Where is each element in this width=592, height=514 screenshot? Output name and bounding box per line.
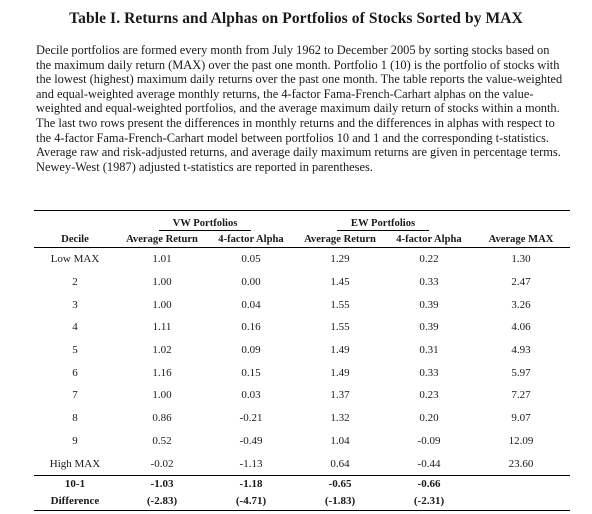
table-cell: -0.66 <box>386 475 472 493</box>
caption-line: the lowest (highest) maximum daily returns over the past one month. The table reports the value-weighted <box>36 72 563 87</box>
table-cell: 0.31 <box>419 344 439 357</box>
table-cell: 1.30 <box>511 253 531 266</box>
table-cell: 0.39 <box>419 321 439 334</box>
caption-line: and equal-weighted average monthly returns, the 4-factor Fama-French-Carhart alphas on the value- <box>36 86 534 101</box>
table-cell: 0.00 <box>241 276 261 289</box>
caption-line: the 4-factor Fama-French-Carhart model between portfolios 10 and 1 and the corresponding t-statistics. <box>36 130 550 145</box>
table-cell: -0.44 <box>417 457 441 470</box>
table-row <box>34 361 570 384</box>
table-cell: -0.49 <box>239 434 263 447</box>
table-cell: 0.20 <box>419 412 439 425</box>
table-cell: 0.03 <box>241 389 261 402</box>
caption-line: The last two rows present the differences in monthly returns and the differences in alphas with respect to <box>36 115 555 130</box>
table-cell: 12.09 <box>508 434 534 447</box>
table-cell: 5.97 <box>511 366 531 379</box>
table-cell: 1.37 <box>330 389 350 402</box>
table-cell: Low MAX <box>50 253 100 266</box>
column-header: Average Return <box>116 231 208 248</box>
table-cell: -0.02 <box>150 457 174 470</box>
table-cell: 1.29 <box>330 253 350 266</box>
table-cell: 1.00 <box>152 389 172 402</box>
table-cell: 0.15 <box>241 366 261 379</box>
table-cell: 2 <box>72 276 78 289</box>
table-cell: -1.18 <box>208 475 294 493</box>
table-cell: 10-1 <box>34 475 116 493</box>
table-cell: 1.55 <box>330 298 350 311</box>
table-cell: 1.49 <box>330 366 350 379</box>
table-cell: 23.60 <box>508 457 534 470</box>
table-cell: 1.00 <box>152 276 172 289</box>
table-caption <box>36 43 576 174</box>
table-cell: 6 <box>72 366 78 379</box>
table-cell: -0.09 <box>417 434 441 447</box>
table-row <box>34 271 570 294</box>
table-cell: 0.05 <box>241 253 261 266</box>
table-cell: 0.33 <box>419 366 439 379</box>
table-cell: (-4.71) <box>208 493 294 511</box>
table-cell: 4 <box>72 321 78 334</box>
table-cell: 1.55 <box>330 321 350 334</box>
caption-line: Decile portfolios are formed every month from July 1962 to December 2005 by sorting stocks based on <box>36 43 550 57</box>
table-row <box>34 407 570 430</box>
table-cell: 3.26 <box>511 298 531 311</box>
column-header: 4-factor Alpha <box>386 231 472 248</box>
table-cell: -1.13 <box>239 457 263 470</box>
table-row <box>34 339 570 362</box>
results-table <box>34 210 570 511</box>
table-body <box>34 248 570 511</box>
table-cell: 0.22 <box>419 253 439 266</box>
table-cell: 0.52 <box>152 434 172 447</box>
table-cell: 1.02 <box>152 344 172 357</box>
table-cell: -1.03 <box>116 475 208 493</box>
table-cell: 0.39 <box>419 298 439 311</box>
table-cell: 1.49 <box>330 344 350 357</box>
caption-line: the maximum daily return (MAX) over the past one month. Portfolio 1 (10) is the portfolio of stocks with <box>36 57 560 72</box>
table-cell: 8 <box>72 412 78 425</box>
column-header: Average MAX <box>472 231 570 248</box>
table-cell: 1.04 <box>330 434 350 447</box>
table-cell: -0.21 <box>239 412 263 425</box>
table-cell: 1.00 <box>152 298 172 311</box>
table-row <box>34 316 570 339</box>
table-cell: 0.23 <box>419 389 439 402</box>
t-statistic-row <box>34 493 570 511</box>
caption-line: weighted and equal-weighted portfolios, and the average maximum daily return of stocks within a month. <box>36 101 560 116</box>
table-cell: 1.32 <box>330 412 350 425</box>
group-header-ew: EW Portfolios <box>294 214 472 231</box>
table-cell: 1.16 <box>152 366 172 379</box>
table-cell: 7 <box>72 389 78 402</box>
table-cell: High MAX <box>49 457 101 470</box>
table-cell: 0.09 <box>241 344 261 357</box>
difference-row <box>34 475 570 493</box>
table-cell <box>472 493 570 511</box>
table-row <box>34 293 570 316</box>
table-cell: 9.07 <box>511 412 531 425</box>
caption-line: Newey-West (1987) adjusted t-statistics are reported in parentheses. <box>36 159 373 174</box>
table-cell: 1.11 <box>152 321 172 334</box>
table-cell: (-2.31) <box>386 493 472 511</box>
table-cell: 0.33 <box>419 276 439 289</box>
table-cell: -0.65 <box>294 475 386 493</box>
table-cell: Difference <box>34 493 116 511</box>
table-title: Table I. Returns and Alphas on Portfolios of Stocks Sorted by MAX <box>69 10 523 27</box>
table-cell: 3 <box>72 298 78 311</box>
table-cell: 5 <box>72 344 78 357</box>
group-header-vw: VW Portfolios <box>116 214 294 231</box>
table-cell: 9 <box>72 434 78 447</box>
table-row <box>34 452 570 475</box>
table-row <box>34 430 570 453</box>
table-row <box>34 384 570 407</box>
table-row <box>34 248 570 271</box>
table-cell: 0.16 <box>241 321 261 334</box>
column-header: Decile <box>34 231 116 248</box>
table-cell <box>472 475 570 493</box>
table-cell: (-2.83) <box>116 493 208 511</box>
table-cell: 0.04 <box>241 298 261 311</box>
table-cell: 2.47 <box>511 276 531 289</box>
column-header: Average Return <box>294 231 386 248</box>
table-cell: (-1.83) <box>294 493 386 511</box>
table-cell: 1.01 <box>152 253 172 266</box>
caption-line: Average raw and risk-adjusted returns, and average daily maximum returns are given in percentage terms. <box>36 145 561 160</box>
table-cell: 4.93 <box>511 344 531 357</box>
table-cell: 1.45 <box>330 276 350 289</box>
table-cell: 0.86 <box>152 412 172 425</box>
table-cell: 0.64 <box>330 457 350 470</box>
column-header: 4-factor Alpha <box>208 231 294 248</box>
table-cell: 7.27 <box>511 389 531 402</box>
table-cell: 4.06 <box>511 321 531 334</box>
